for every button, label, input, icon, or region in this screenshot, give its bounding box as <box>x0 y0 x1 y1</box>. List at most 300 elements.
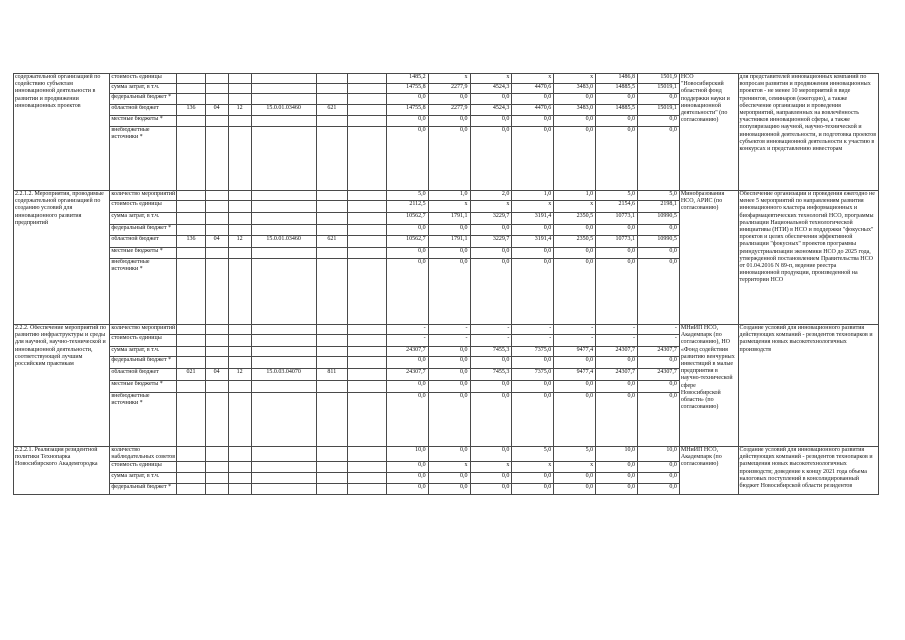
value-cell: 3483,0 <box>554 84 596 94</box>
value-cell: 3483,0 <box>554 105 596 116</box>
value-cell: 4524,3 <box>470 105 512 116</box>
empty-cell <box>348 447 387 462</box>
value-cell: 5,0 <box>386 191 428 201</box>
code-gr <box>177 259 205 325</box>
value-cell: 0,0 <box>470 248 512 259</box>
code-rz: 04 <box>205 369 228 381</box>
value-cell: 0,0 <box>470 225 512 236</box>
code-rz <box>205 191 228 201</box>
code-rz <box>205 393 228 447</box>
value-cell: 0,0 <box>512 484 554 495</box>
value-cell: 0,0 <box>428 447 470 462</box>
value-cell: 0,0 <box>638 484 680 495</box>
value-cell: 0,0 <box>554 484 596 495</box>
value-cell: - <box>554 325 596 335</box>
value-cell: 0,0 <box>554 473 596 484</box>
value-cell: 2198,1 <box>638 201 680 213</box>
value-cell: 0,0 <box>596 381 638 393</box>
empty-cell <box>348 84 387 94</box>
code-rz <box>205 127 228 191</box>
code-pr <box>228 393 251 447</box>
value-cell: - <box>512 325 554 335</box>
empty-cell <box>348 484 387 495</box>
value-cell: x <box>428 201 470 213</box>
value-cell: 10562,7 <box>386 213 428 225</box>
code-rz: 04 <box>205 105 228 116</box>
value-cell: 0,0 <box>428 369 470 381</box>
expected-result: Создание условий для инновационного развития действующих компаний - резидентов технопарков и размещения новых высокотехнологичных производств <box>738 325 878 447</box>
value-cell: 1791,1 <box>428 236 470 248</box>
code-pr: 12 <box>228 236 251 248</box>
value-cell: 14755,8 <box>386 84 428 94</box>
value-cell: 0,0 <box>386 484 428 495</box>
code-vr <box>316 127 347 191</box>
indicator-label: сумма затрат, в т.ч. <box>110 213 177 225</box>
value-cell: x <box>512 462 554 473</box>
indicator-label: сумма затрат, в т.ч. <box>110 473 177 484</box>
code-vr <box>316 94 347 105</box>
value-cell: 0,0 <box>554 248 596 259</box>
code-rz <box>205 259 228 325</box>
value-cell: 3229,7 <box>470 236 512 248</box>
code-csr <box>251 225 316 236</box>
value-cell: 7455,3 <box>470 369 512 381</box>
code-gr <box>177 248 205 259</box>
value-cell: 0,0 <box>638 259 680 325</box>
code-gr <box>177 191 205 201</box>
value-cell: 9477,4 <box>554 369 596 381</box>
code-rz <box>205 357 228 369</box>
value-cell: 0,0 <box>386 473 428 484</box>
code-gr <box>177 74 205 84</box>
value-cell: 10990,5 <box>638 213 680 225</box>
value-cell: 0,0 <box>638 462 680 473</box>
value-cell: 0,0 <box>428 127 470 191</box>
value-cell: 0,0 <box>596 259 638 325</box>
code-rz: 04 <box>205 236 228 248</box>
code-vr <box>316 335 347 347</box>
code-csr <box>251 116 316 127</box>
code-gr <box>177 473 205 484</box>
value-cell: - <box>638 335 680 347</box>
value-cell: 7455,3 <box>470 347 512 357</box>
value-cell: x <box>470 462 512 473</box>
value-cell: 0,0 <box>512 225 554 236</box>
code-vr <box>316 484 347 495</box>
empty-cell <box>348 369 387 381</box>
code-csr: 15.0.03.04070 <box>251 369 316 381</box>
value-cell: - <box>638 325 680 335</box>
empty-cell <box>348 357 387 369</box>
code-pr <box>228 201 251 213</box>
value-cell: 3229,7 <box>470 213 512 225</box>
value-cell: 0,0 <box>596 484 638 495</box>
empty-cell <box>348 347 387 357</box>
value-cell: 0,0 <box>638 127 680 191</box>
code-csr: 15.0.01.03460 <box>251 236 316 248</box>
value-cell: 0,0 <box>512 393 554 447</box>
value-cell: 0,0 <box>470 473 512 484</box>
executor: НСО "Новосибирский областной фонд поддержки науки и инновационной деятельности" (по согласованию) <box>679 74 738 191</box>
value-cell: 7375,0 <box>512 347 554 357</box>
code-rz <box>205 225 228 236</box>
value-cell: 0,0 <box>386 116 428 127</box>
code-pr <box>228 116 251 127</box>
code-gr <box>177 84 205 94</box>
value-cell: 0,0 <box>512 473 554 484</box>
code-vr <box>316 381 347 393</box>
value-cell: - <box>470 335 512 347</box>
code-gr <box>177 347 205 357</box>
code-gr <box>177 393 205 447</box>
code-csr <box>251 473 316 484</box>
value-cell: 3191,4 <box>512 236 554 248</box>
code-csr <box>251 191 316 201</box>
value-cell: x <box>470 201 512 213</box>
empty-cell <box>348 248 387 259</box>
value-cell: 0,0 <box>428 225 470 236</box>
value-cell: 0,0 <box>386 381 428 393</box>
value-cell: 1486,8 <box>596 74 638 84</box>
value-cell: 2154,6 <box>596 201 638 213</box>
code-rz <box>205 335 228 347</box>
value-cell: 14755,8 <box>386 105 428 116</box>
value-cell: 0,0 <box>428 357 470 369</box>
code-pr <box>228 335 251 347</box>
code-gr <box>177 357 205 369</box>
value-cell: 0,0 <box>428 259 470 325</box>
value-cell: - <box>428 325 470 335</box>
indicator-label: местные бюджеты * <box>110 116 177 127</box>
code-gr <box>177 381 205 393</box>
code-rz <box>205 201 228 213</box>
code-csr <box>251 347 316 357</box>
value-cell: 2350,5 <box>554 236 596 248</box>
value-cell: 2277,9 <box>428 105 470 116</box>
code-csr <box>251 484 316 495</box>
code-gr <box>177 213 205 225</box>
code-vr <box>316 213 347 225</box>
value-cell: 5,0 <box>554 447 596 462</box>
value-cell: 0,0 <box>428 484 470 495</box>
value-cell: 0,0 <box>386 94 428 105</box>
code-rz <box>205 381 228 393</box>
value-cell: 0,0 <box>596 116 638 127</box>
code-csr <box>251 325 316 335</box>
code-vr <box>316 393 347 447</box>
code-rz <box>205 447 228 462</box>
table-row <box>14 325 879 335</box>
code-vr <box>316 259 347 325</box>
code-rz <box>205 248 228 259</box>
code-rz <box>205 116 228 127</box>
value-cell: 0,0 <box>512 259 554 325</box>
value-cell: 0,0 <box>554 94 596 105</box>
value-cell: 24307,7 <box>638 347 680 357</box>
budget-table <box>13 73 879 495</box>
code-csr: 15.0.01.03460 <box>251 105 316 116</box>
indicator-label: областной бюджет <box>110 236 177 248</box>
value-cell: 0,0 <box>386 259 428 325</box>
code-csr <box>251 74 316 84</box>
value-cell: 7375,0 <box>512 369 554 381</box>
value-cell: 1501,9 <box>638 74 680 84</box>
value-cell: 24307,7 <box>596 347 638 357</box>
value-cell: 0,0 <box>554 116 596 127</box>
code-pr <box>228 447 251 462</box>
code-pr <box>228 94 251 105</box>
code-gr <box>177 201 205 213</box>
indicator-label: местные бюджеты * <box>110 381 177 393</box>
value-cell: 0,0 <box>596 357 638 369</box>
value-cell: 0,0 <box>638 225 680 236</box>
value-cell: 0,0 <box>596 393 638 447</box>
code-csr <box>251 335 316 347</box>
value-cell: 15019,1 <box>638 84 680 94</box>
value-cell: 10562,7 <box>386 236 428 248</box>
indicator-label: внебюджетные источники * <box>110 393 177 447</box>
code-rz <box>205 462 228 473</box>
value-cell: - <box>428 335 470 347</box>
empty-cell <box>348 94 387 105</box>
value-cell: 1,0 <box>554 191 596 201</box>
value-cell: 14885,5 <box>596 105 638 116</box>
value-cell: 0,0 <box>638 116 680 127</box>
value-cell: - <box>596 325 638 335</box>
code-csr <box>251 127 316 191</box>
measure-name: 2.2.2.1. Реализация резидентной политики Технопарка Новосибирского Академгородка <box>14 447 110 495</box>
value-cell: 0,0 <box>386 127 428 191</box>
value-cell: - <box>554 335 596 347</box>
indicator-label: местные бюджеты * <box>110 248 177 259</box>
code-csr <box>251 381 316 393</box>
value-cell: 0,0 <box>470 116 512 127</box>
code-vr <box>316 116 347 127</box>
value-cell: 24307,7 <box>386 369 428 381</box>
value-cell: 0,0 <box>638 357 680 369</box>
value-cell: 0,0 <box>512 94 554 105</box>
value-cell: 10,0 <box>596 447 638 462</box>
empty-cell <box>348 116 387 127</box>
table-row <box>14 191 879 201</box>
code-csr <box>251 248 316 259</box>
indicator-label: внебюджетные источники * <box>110 127 177 191</box>
code-gr: 021 <box>177 369 205 381</box>
empty-cell <box>348 335 387 347</box>
value-cell: 1485,2 <box>386 74 428 84</box>
code-pr <box>228 248 251 259</box>
value-cell: x <box>512 74 554 84</box>
value-cell: 14885,5 <box>596 84 638 94</box>
code-gr <box>177 127 205 191</box>
value-cell: 0,0 <box>470 381 512 393</box>
code-vr <box>316 325 347 335</box>
value-cell: 0,0 <box>512 357 554 369</box>
code-vr <box>316 462 347 473</box>
value-cell: 0,0 <box>638 393 680 447</box>
budget-table-page <box>13 73 879 495</box>
empty-cell <box>348 191 387 201</box>
code-pr <box>228 213 251 225</box>
value-cell: 0,0 <box>554 393 596 447</box>
code-rz <box>205 484 228 495</box>
value-cell: 0,0 <box>554 381 596 393</box>
code-gr <box>177 116 205 127</box>
indicator-label: федеральный бюджет * <box>110 357 177 369</box>
code-pr <box>228 381 251 393</box>
value-cell: - <box>470 325 512 335</box>
measure-name: 2.2.1.2. Мероприятия, проводимые содержательной организацией по созданию условий для инновационного развития предприятий <box>14 191 110 325</box>
indicator-label: федеральный бюджет * <box>110 94 177 105</box>
value-cell: 0,0 <box>428 473 470 484</box>
value-cell: 0,0 <box>512 248 554 259</box>
code-gr <box>177 484 205 495</box>
indicator-label: областной бюджет <box>110 105 177 116</box>
code-pr <box>228 127 251 191</box>
code-gr: 136 <box>177 236 205 248</box>
value-cell: 9477,4 <box>554 347 596 357</box>
value-cell: 0,0 <box>428 347 470 357</box>
value-cell: 5,0 <box>638 191 680 201</box>
value-cell: 0,0 <box>386 225 428 236</box>
code-pr <box>228 484 251 495</box>
empty-cell <box>348 74 387 84</box>
code-pr: 12 <box>228 369 251 381</box>
code-pr: 12 <box>228 105 251 116</box>
value-cell: 0,0 <box>470 357 512 369</box>
value-cell: 0,0 <box>596 225 638 236</box>
code-vr <box>316 84 347 94</box>
indicator-label: стоимость единицы <box>110 335 177 347</box>
indicator-label: внебюджетные источники * <box>110 259 177 325</box>
code-vr <box>316 74 347 84</box>
value-cell: 5,0 <box>512 447 554 462</box>
value-cell: 2,0 <box>470 191 512 201</box>
code-rz <box>205 74 228 84</box>
value-cell: 0,0 <box>470 259 512 325</box>
code-csr <box>251 201 316 213</box>
code-vr <box>316 473 347 484</box>
code-csr <box>251 447 316 462</box>
value-cell: x <box>428 462 470 473</box>
value-cell: 2277,9 <box>428 84 470 94</box>
indicator-label: федеральный бюджет * <box>110 225 177 236</box>
empty-cell <box>348 236 387 248</box>
value-cell: 0,0 <box>554 127 596 191</box>
value-cell: 0,0 <box>638 94 680 105</box>
code-pr <box>228 473 251 484</box>
value-cell: 0,0 <box>428 116 470 127</box>
code-gr <box>177 94 205 105</box>
value-cell: 1,0 <box>428 191 470 201</box>
expected-result: для представителей инновационных компаний по вопросам развития и продвижения инновационных проектов - не менее 10 мероприятий в виде тренингов, семинаров (ежегодно), а также обеспечение организации и проведения мероприятий, направленных на вовлечённость участников инновационной сферы, а также популяризацию научной, научно-технической и инновационной деятельности, и подготовка проектов субъектов инновационной деятельности к участию в конкурсах и представлению инвесторам <box>738 74 878 191</box>
code-vr <box>316 248 347 259</box>
executor: МНиИП НСО, Академпарк (по согласованию), НО «Фонд содействия развитию венчурных инвестиций в малые предприятия в научно-технической сфере Новосибирской области» (по согласованию) <box>679 325 738 447</box>
value-cell: 0,0 <box>428 393 470 447</box>
empty-cell <box>348 201 387 213</box>
code-gr <box>177 447 205 462</box>
value-cell: - <box>596 335 638 347</box>
code-gr <box>177 462 205 473</box>
empty-cell <box>348 462 387 473</box>
value-cell: 0,0 <box>512 381 554 393</box>
value-cell: x <box>512 201 554 213</box>
value-cell: 10773,1 <box>596 213 638 225</box>
expected-result: Создание условий для инновационного развития действующих компаний - резидентов технопарков и размещения новых высокотехнологичных производств; доведение к концу 2021 года объема налоговых поступлений в консолидированный бюджет Новосибирской области резидентов <box>738 447 878 495</box>
code-pr <box>228 259 251 325</box>
code-gr <box>177 335 205 347</box>
value-cell: 2112,5 <box>386 201 428 213</box>
value-cell: 1791,1 <box>428 213 470 225</box>
value-cell: 0,0 <box>596 127 638 191</box>
code-pr <box>228 325 251 335</box>
executor: Минобразования НСО, АРИС (по согласованию) <box>679 191 738 325</box>
empty-cell <box>348 393 387 447</box>
empty-cell <box>348 213 387 225</box>
code-vr: 811 <box>316 369 347 381</box>
table-row <box>14 74 879 84</box>
value-cell: 10,0 <box>386 447 428 462</box>
value-cell: x <box>428 74 470 84</box>
code-csr <box>251 462 316 473</box>
empty-cell <box>348 127 387 191</box>
code-csr <box>251 259 316 325</box>
empty-cell <box>348 381 387 393</box>
code-gr <box>177 325 205 335</box>
code-rz <box>205 325 228 335</box>
indicator-label: сумма затрат, в т.ч. <box>110 84 177 94</box>
code-vr <box>316 225 347 236</box>
value-cell: 0,0 <box>470 393 512 447</box>
value-cell: 4524,3 <box>470 84 512 94</box>
value-cell: - <box>386 335 428 347</box>
value-cell: 15019,1 <box>638 105 680 116</box>
indicator-label: количество наблюдательных советов <box>111 447 176 461</box>
value-cell: 0,0 <box>470 127 512 191</box>
value-cell: - <box>512 335 554 347</box>
indicator-label: стоимость единицы <box>110 74 177 84</box>
measure-name: 2.2.2. Обеспечение мероприятий по развитию инфраструктуры и среды для научной, научно-технической и инновационной деятельности, соответствующей лучшим российским практикам <box>14 325 110 447</box>
value-cell: x <box>554 74 596 84</box>
value-cell: 24307,7 <box>596 369 638 381</box>
code-vr: 621 <box>316 236 347 248</box>
empty-cell <box>348 473 387 484</box>
value-cell: 0,0 <box>638 381 680 393</box>
value-cell: 1,0 <box>512 191 554 201</box>
value-cell: 5,0 <box>596 191 638 201</box>
value-cell: 0,0 <box>428 381 470 393</box>
value-cell: 0,0 <box>470 484 512 495</box>
value-cell: x <box>554 462 596 473</box>
indicator-label: областной бюджет <box>110 369 177 381</box>
empty-cell <box>348 259 387 325</box>
code-gr <box>177 225 205 236</box>
code-pr <box>228 347 251 357</box>
value-cell: 24307,7 <box>386 347 428 357</box>
executor: МНиИП НСО, Академпарк (по согласованию) <box>679 447 738 495</box>
code-pr <box>228 225 251 236</box>
value-cell: 0,0 <box>596 248 638 259</box>
code-pr <box>228 84 251 94</box>
value-cell: 0,0 <box>596 473 638 484</box>
indicator-label: федеральный бюджет * <box>110 484 177 495</box>
code-pr <box>228 191 251 201</box>
value-cell: - <box>386 325 428 335</box>
value-cell: 0,0 <box>512 127 554 191</box>
value-cell: 0,0 <box>512 116 554 127</box>
indicator-label: сумма затрат, в т.ч. <box>110 347 177 357</box>
value-cell: x <box>470 74 512 84</box>
